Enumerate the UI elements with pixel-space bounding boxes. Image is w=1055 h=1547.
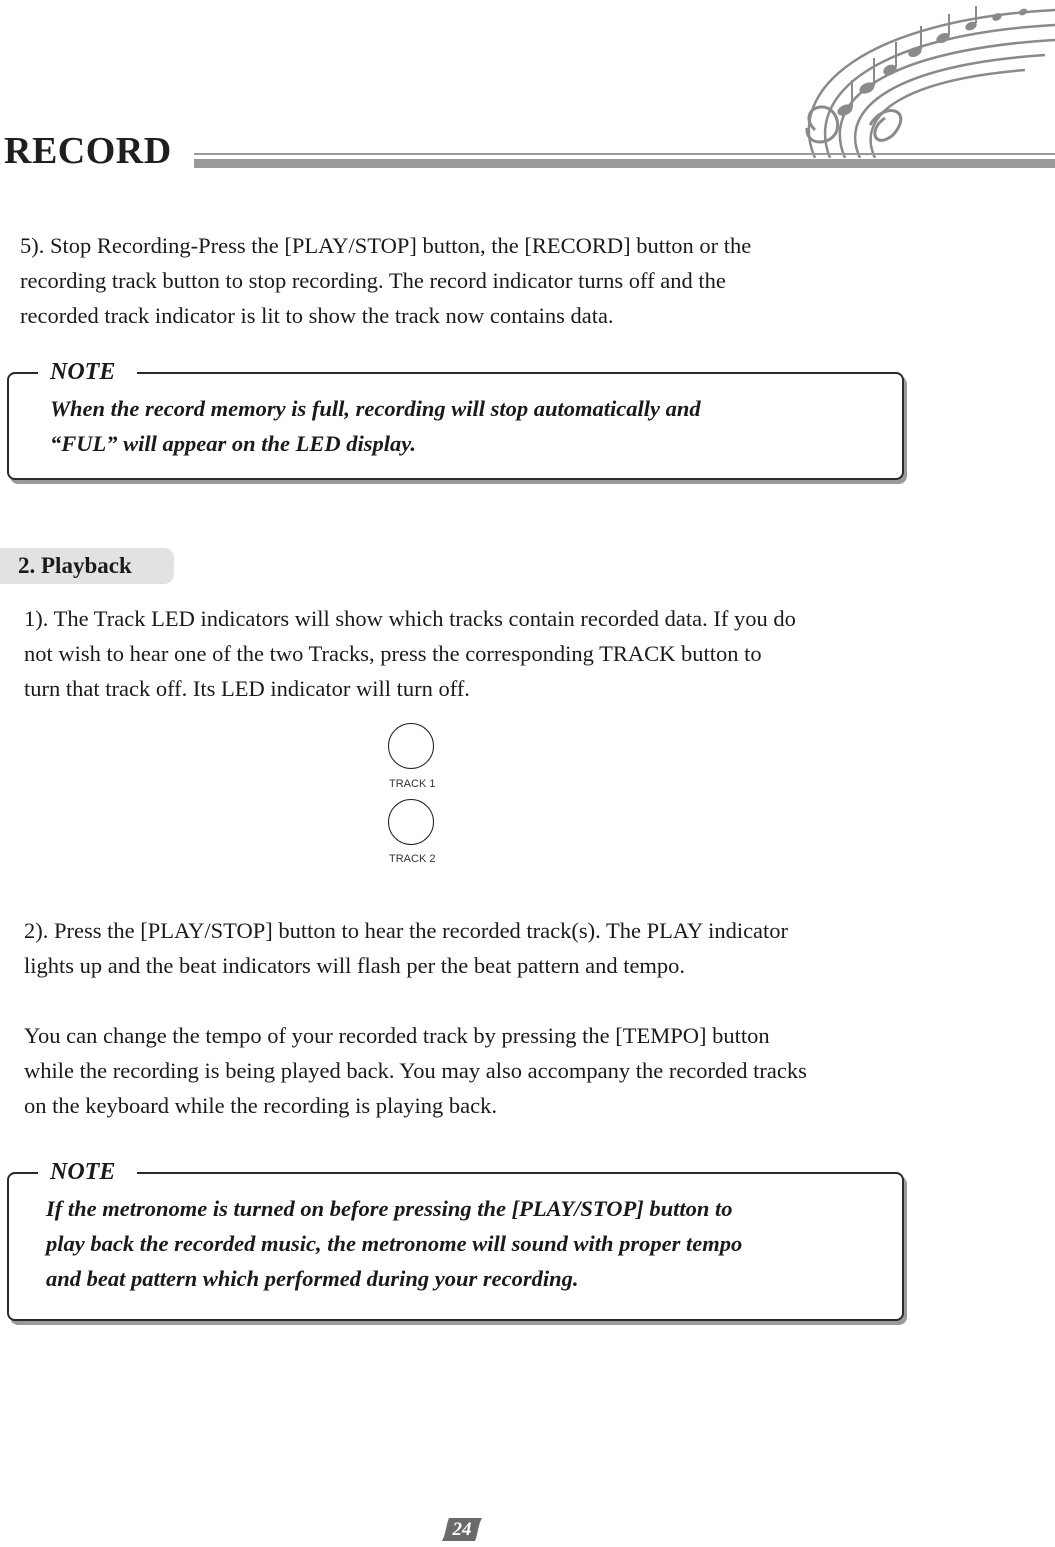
paragraph-line: while the recording is being played back. You may also accompany the recorded tracks xyxy=(24,1058,807,1083)
track-1-button-icon xyxy=(388,723,434,769)
stop-recording-paragraph xyxy=(20,228,751,333)
paragraph-line: recording track button to stop recording. The record indicator turns off and the xyxy=(20,268,726,293)
page-title: RECORD xyxy=(4,130,172,172)
page-number: 24 xyxy=(452,1519,472,1540)
paragraph-line: 1). The Track LED indicators will show which tracks contain recorded data. If you do xyxy=(24,606,796,631)
paragraph-line: lights up and the beat indicators will flash per the beat pattern and tempo. xyxy=(24,953,686,978)
playback-step-1-paragraph xyxy=(24,601,796,706)
paragraph-line: turn that track off. Its LED indicator will turn off. xyxy=(24,676,470,701)
paragraph-line: You can change the tempo of your recorded track by pressing the [TEMPO] button xyxy=(24,1023,770,1048)
paragraph-line: on the keyboard while the recording is playing back. xyxy=(24,1093,497,1118)
playback-step-2-paragraph xyxy=(24,913,788,983)
track-2-label: TRACK 2 xyxy=(389,853,436,865)
note-line: When the record memory is full, recording will stop automatically and xyxy=(50,396,701,421)
page-number-badge xyxy=(441,1517,483,1542)
music-notes-decoration-icon xyxy=(775,0,1055,158)
note-line: If the metronome is turned on before pressing the [PLAY/STOP] button to xyxy=(46,1196,733,1221)
tempo-paragraph xyxy=(24,1018,807,1123)
track-1-label: TRACK 1 xyxy=(389,778,436,790)
section-heading-playback xyxy=(0,548,174,584)
note-label: NOTE xyxy=(38,1158,137,1186)
title-rule xyxy=(194,153,1055,168)
paragraph-line: not wish to hear one of the two Tracks, press the corresponding TRACK button to xyxy=(24,641,762,666)
paragraph-line: recorded track indicator is lit to show the track now contains data. xyxy=(20,303,614,328)
paragraph-line: 2). Press the [PLAY/STOP] button to hear the recorded track(s). The PLAY indicator xyxy=(24,918,789,943)
note-label: NOTE xyxy=(38,358,137,386)
paragraph-line: 5). Stop Recording-Press the [PLAY/STOP] button, the [RECORD] button or the xyxy=(20,233,752,258)
section-heading-label: 2. Playback xyxy=(18,553,132,578)
note-line: “FUL” will appear on the LED display. xyxy=(50,431,417,456)
note-line: play back the recorded music, the metronome will sound with proper tempo xyxy=(46,1231,743,1256)
note-text xyxy=(50,391,701,461)
note-line: and beat pattern which performed during your recording. xyxy=(46,1266,579,1291)
track-2-button-icon xyxy=(388,799,434,845)
note-text xyxy=(46,1191,742,1296)
